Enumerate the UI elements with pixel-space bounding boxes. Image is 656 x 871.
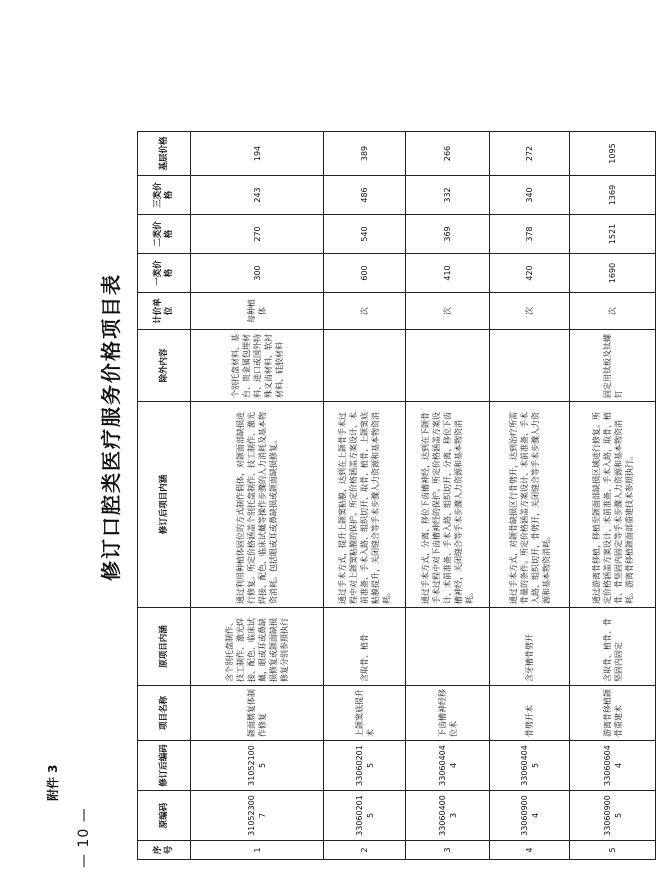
cell-name: 上颌窦底提升术	[324, 686, 406, 741]
cell-price-2: 540	[324, 215, 406, 254]
cell-no: 1	[191, 841, 324, 860]
col-header-no: 序号	[138, 841, 191, 860]
cell-excluded	[324, 330, 406, 402]
cell-price-2: 369	[406, 215, 490, 254]
cell-no: 3	[406, 841, 490, 860]
cell-price-3: 340	[490, 176, 570, 215]
col-header-price-base: 基层价格	[138, 132, 191, 176]
col-header-price-3: 三类价格	[138, 176, 191, 215]
cell-unit: 次	[406, 293, 490, 330]
cell-new-content: 通过手术方式，对颌骨缺损区行骨劈开，达到治疗所需骨量的条件。所定价格涵盖方案设计、术前准备、手术入路、组织切开，骨劈开，关闭缝合等手术步骤人力资源和基本物资消耗。	[490, 402, 570, 608]
cell-orig-code: 330609005	[570, 791, 656, 841]
cell-orig-content	[406, 608, 490, 686]
cell-price-1: 1690	[570, 254, 656, 293]
price-table	[137, 131, 656, 860]
cell-new-code: 330606044	[570, 741, 656, 791]
cell-orig-code: 310523007	[191, 791, 324, 841]
table-row	[490, 132, 570, 860]
cell-orig-content: 含取骨、植骨	[324, 608, 406, 686]
cell-price-2: 378	[490, 215, 570, 254]
cell-price-1: 300	[191, 254, 324, 293]
col-header-unit: 计价单位	[138, 293, 191, 330]
cell-orig-code: 330602015	[324, 791, 406, 841]
cell-unit: 次	[490, 293, 570, 330]
cell-no: 2	[324, 841, 406, 860]
cell-price-base: 194	[191, 132, 324, 176]
cell-excluded	[490, 330, 570, 402]
col-header-new-code: 修订后编码	[138, 741, 191, 791]
cell-new-code: 330602015	[324, 741, 406, 791]
table-row	[324, 132, 406, 860]
cell-new-code: 330604045	[490, 741, 570, 791]
cell-price-3: 243	[191, 176, 324, 215]
col-header-orig-content: 原项目内涵	[138, 608, 191, 686]
cell-no: 5	[570, 841, 656, 860]
page-title: 修订口腔类医疗服务价格项目表	[99, 273, 123, 581]
cell-price-2: 270	[191, 215, 324, 254]
col-header-price-2: 二类价格	[138, 215, 191, 254]
cell-unit: 每种植体	[191, 293, 324, 330]
col-header-name: 项目名称	[138, 686, 191, 741]
cell-price-1: 420	[490, 254, 570, 293]
cell-excluded: 固定用钛板及钛螺钉	[570, 330, 656, 402]
cell-orig-code: 330604003	[406, 791, 490, 841]
table-row	[406, 132, 490, 860]
cell-excluded: 个别托盘材料、基台、贵金属包埋材料、进口或国外特殊义齿材料、软衬材料、硅胶材料	[191, 330, 324, 402]
cell-no: 4	[490, 841, 570, 860]
col-header-excluded: 除外内容	[138, 330, 191, 402]
cell-excluded	[406, 330, 490, 402]
cell-new-content: 通过手术方式，提升上颌窦粘膜，达到在上颌骨手术过程中对上颌窦粘膜的保护。所定价格涵盖方案设计、术前准备、手术入路、组织切开、取骨、植骨、上颌窦底粘膜提升，关闭缝合等手术步骤人力资源和基本物资消耗。	[324, 402, 406, 608]
cell-price-1: 600	[324, 254, 406, 293]
cell-price-3: 486	[324, 176, 406, 215]
cell-name: 颌面赝复体制作修复	[191, 686, 324, 741]
cell-new-code: 330604044	[406, 741, 490, 791]
cell-price-3: 332	[406, 176, 490, 215]
cell-price-base: 272	[490, 132, 570, 176]
col-header-orig-code: 原编码	[138, 791, 191, 841]
cell-orig-content: 含个别托盘制作、技工制作、激光焊接、配色、临床试戴，眼或耳或鼻缺损修复或颌面缺损修复分别参照执行	[191, 608, 324, 686]
header-row	[138, 132, 191, 860]
cell-new-code: 310521005	[191, 741, 324, 791]
page-number: — 10 —	[76, 807, 92, 868]
col-header-price-1: 一类价格	[138, 254, 191, 293]
cell-orig-content: 含牙槽骨劈开	[490, 608, 570, 686]
cell-price-base: 1095	[570, 132, 656, 176]
attachment-label: 附件 3	[46, 764, 60, 801]
cell-price-base: 266	[406, 132, 490, 176]
cell-new-content: 通过游离骨移植，移植至颌面部缺损区域进行修复。所定价格涵盖方案设计、术前准备、手术入路，取骨、植骨、骨坚固内固定等手术步骤人力资源和基本物资消耗。游离骨移植颌面部重建技术参照执行。	[570, 402, 656, 608]
col-header-new-content: 修订后项目内涵	[138, 402, 191, 608]
table-row	[570, 132, 656, 860]
cell-name: 游离骨移植颌骨重建术	[570, 686, 656, 741]
table-row	[191, 132, 324, 860]
cell-unit: 次	[570, 293, 656, 330]
cell-orig-code: 330609004	[490, 791, 570, 841]
cell-unit: 次	[324, 293, 406, 330]
cell-name: 骨劈开术	[490, 686, 570, 741]
cell-price-1: 410	[406, 254, 490, 293]
cell-new-content: 通过手术方式，分离、移位下齿槽神经，达到在下颌骨手术过程中对下齿槽神经的保护。所定价格涵盖方案设计、术前准备、手术入路、组织切开、分离、移位下齿槽神经，关闭缝合等手术步骤人力资源和基本物资消耗。	[406, 402, 490, 608]
cell-name: 下齿槽神经移位术	[406, 686, 490, 741]
cell-orig-content: 含取骨、植骨、骨坚固内固定	[570, 608, 656, 686]
cell-new-content: 通过利用种植体固位的方式制作假体，对颌面部缺损进行修复。所定价格涵盖个别托盘制作、技工制作、激光焊接、配色、临床试戴等操作步骤的人力消耗及基本物资消耗。包括眼或耳或鼻缺损或颌面缺损修复。	[191, 402, 324, 608]
cell-price-3: 1369	[570, 176, 656, 215]
cell-price-2: 1521	[570, 215, 656, 254]
cell-price-base: 389	[324, 132, 406, 176]
